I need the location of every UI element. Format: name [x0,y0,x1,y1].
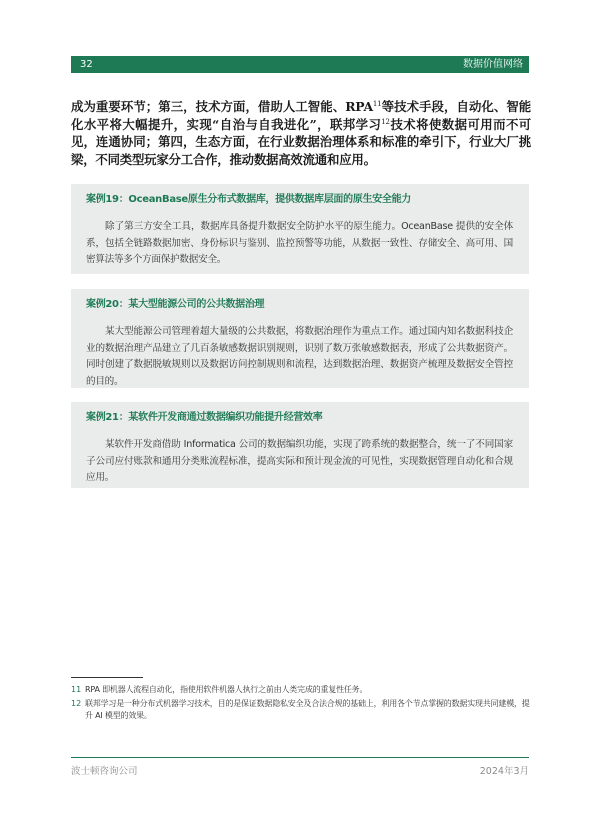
case-title: 案例20：某大型能源公司的公共数据治理 [86,299,265,310]
footnote-ref-12[interactable]: 12 [381,117,390,126]
case-title: 案例19：OceanBase原生分布式数据库，提供数据库层面的原生安全能力 [86,194,411,205]
case-body: 某软件开发商借助 Informatica 公司的数据编织功能，实现了跨系统的数据整合，统一了不同国家子公司应付账款和通用分类账流程标准，提高实际和预计现金流的可见性，实现数据管理自动化和合规应用。 [86,439,513,483]
footnote-12 [71,698,531,721]
intro-text-2: 等技术手段，自动化、智能化水平将大幅提升，实现“自治与自我进化”，联邦学习 [71,99,531,132]
case-box-20 [71,289,529,388]
header-bar [71,56,529,73]
case-box-19 [71,184,529,274]
case-body: 某大型能源公司管理着超大量级的公共数据，将数据治理作为重点工作。通过国内知名数据科技企业的数据治理产品建立了几百条敏感数据识别规则，识别了数万张敏感数据表，形成了公共数据资产。同时创建了数据脱敏规则以及数据访问控制规则和流程，达到数据治理、数据资产梳理及数据安全管控的目的。 [86,326,513,387]
page-number: 32 [80,59,93,70]
footnote-text: RPA 即机器人流程自动化，指使用软件机器人执行之前由人类完成的重复性任务。 [85,685,368,694]
header-title: 数据价值网络 [463,59,523,70]
intro-paragraph [71,98,531,168]
footer-publisher: 波士顿咨询公司 [71,766,138,777]
intro-text-1: 成为重要环节；第三，技术方面，借助人工智能、RPA [71,99,373,114]
footer-divider [71,757,529,758]
footer-date: 2024年3月 [479,766,529,777]
footnote-11 [71,684,531,696]
case-box-21 [71,402,529,488]
footnote-text: 联邦学习是一种分布式机器学习技术，目的是保证数据隐私安全及合法合规的基础上，利用各个节点掌握的数据实现共同建模，提升 AI 模型的效果。 [85,699,530,720]
footnote-number: 11 [71,685,82,694]
intro-text-3: 技术将使数据可用而不可见，连通协同；第四，生态方面，在行业数据治理体系和标准的牵引下，行业大厂挑梁，不同类型玩家分工合作，推动数据高效流通和应用。 [71,116,531,167]
footnote-ref-11[interactable]: 11 [372,100,382,108]
case-title: 案例21：某软件开发商通过数据编织功能提升经营效率 [86,412,323,423]
case-body: 除了第三方安全工具，数据库具备提升数据安全防护水平的原生能力。OceanBase 提供的安全体系，包括全链路数据加密、身份标识与鉴别、监控预警等功能，从数据一致性、存储安全、高可用、国密算法等多个方面保护数据安全。 [86,221,513,265]
footnote-number: 12 [71,699,82,708]
footnote-divider [71,677,143,678]
